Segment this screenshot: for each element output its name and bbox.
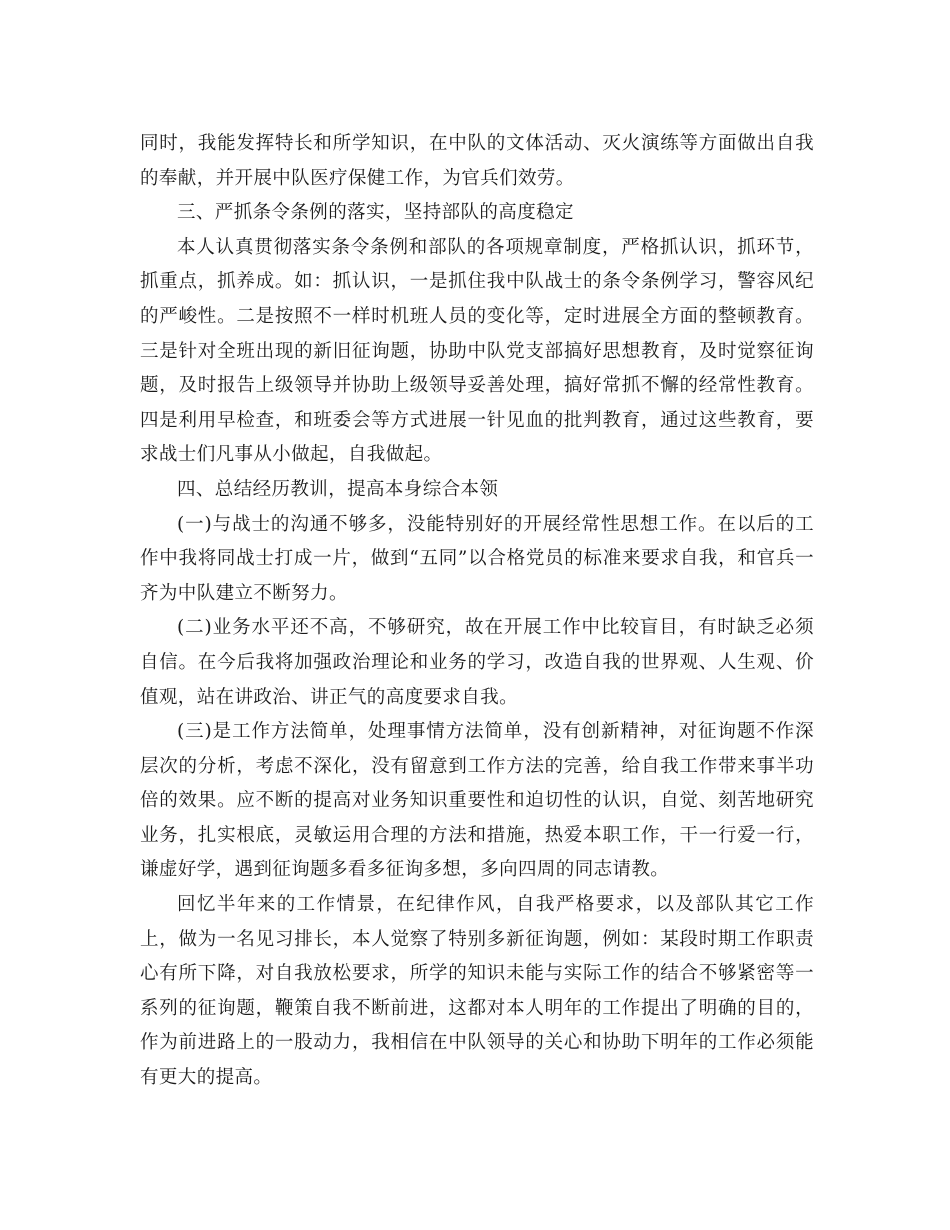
- paragraph-continuation: 同时，我能发挥特长和所学知识，在中队的文体活动、灭火演练等方面做出自我的奉献，并开展中队医疗保健工作，为官兵们效劳。: [140, 133, 814, 189]
- paragraph-regulations: 本人认真贯彻落实条令条例和部队的各项规章制度，严格抓认识，抓环节，抓重点，抓养成。如：抓认识，一是抓住我中队战士的条令条例学习，警容风纪的严峻性。二是按照不一样时机班人员的变化等，定时进展全方面的整顿教育。三是针对全班出现的新旧征询题，协助中队党支部搞好思想教育，及时觉察征询题，及时报告上级领导并协助上级领导妥善处理，搞好常抓不懈的经常性教育。四是利用早检查，和班委会等方式进展一针见血的批判教育，通过这些教育，要求战士们凡事从小做起，自我做起。: [140, 236, 814, 466]
- document-body: [140, 127, 814, 1096]
- section-heading-four: 四、总结经历教训，提高本身综合本领: [177, 478, 499, 500]
- paragraph-conclusion: 回忆半年来的工作情景，在纪律作风，自我严格要求，以及部队其它工作上，做为一名见习排长，本人觉察了特别多新征询题，例如：某段时期工作职责心有所下降，对自我放松要求，所学的知识未能与实际工作的结合不够紧密等一系列的征询题，鞭策自我不断前进，这都对本人明年的工作提出了明确的目的，作为前进路上的一股动力，我相信在中队领导的关心和协助下明年的工作必须能有更大的提高。: [140, 894, 814, 1089]
- paragraph-item-two: (二)业务水平还不高，不够研究，故在开展工作中比较盲目，有时缺乏必须自信。在今后我将加强政治理论和业务的学习，改造自我的世界观、人生观、价值观，站在讲政治、讲正气的高度要求自我。: [140, 617, 814, 708]
- paragraph-item-three: (三)是工作方法简单，处理事情方法简单，没有创新精神，对征询题不作深层次的分析，考虑不深化，没有留意到工作方法的完善，给自我工作带来事半功倍的效果。应不断的提高对业务知识重要性和迫切性的认识，自觉、刻苦地研究业务，扎实根底，灵敏运用合理的方法和措施，热爱本职工作，干一行爱一行，谦虚好学，遇到征询题多看多征询多想，多向四周的同志请教。: [140, 721, 814, 881]
- section-heading-three: 三、严抓条令条例的落实，坚持部队的高度稳定: [177, 202, 574, 224]
- paragraph-item-one: (一)与战士的沟通不够多，没能特别好的开展经常性思想工作。在以后的工作中我将同战士打成一片，做到“五同”以合格党员的标准来要求自我，和官兵一齐为中队建立不断努力。: [140, 513, 814, 604]
